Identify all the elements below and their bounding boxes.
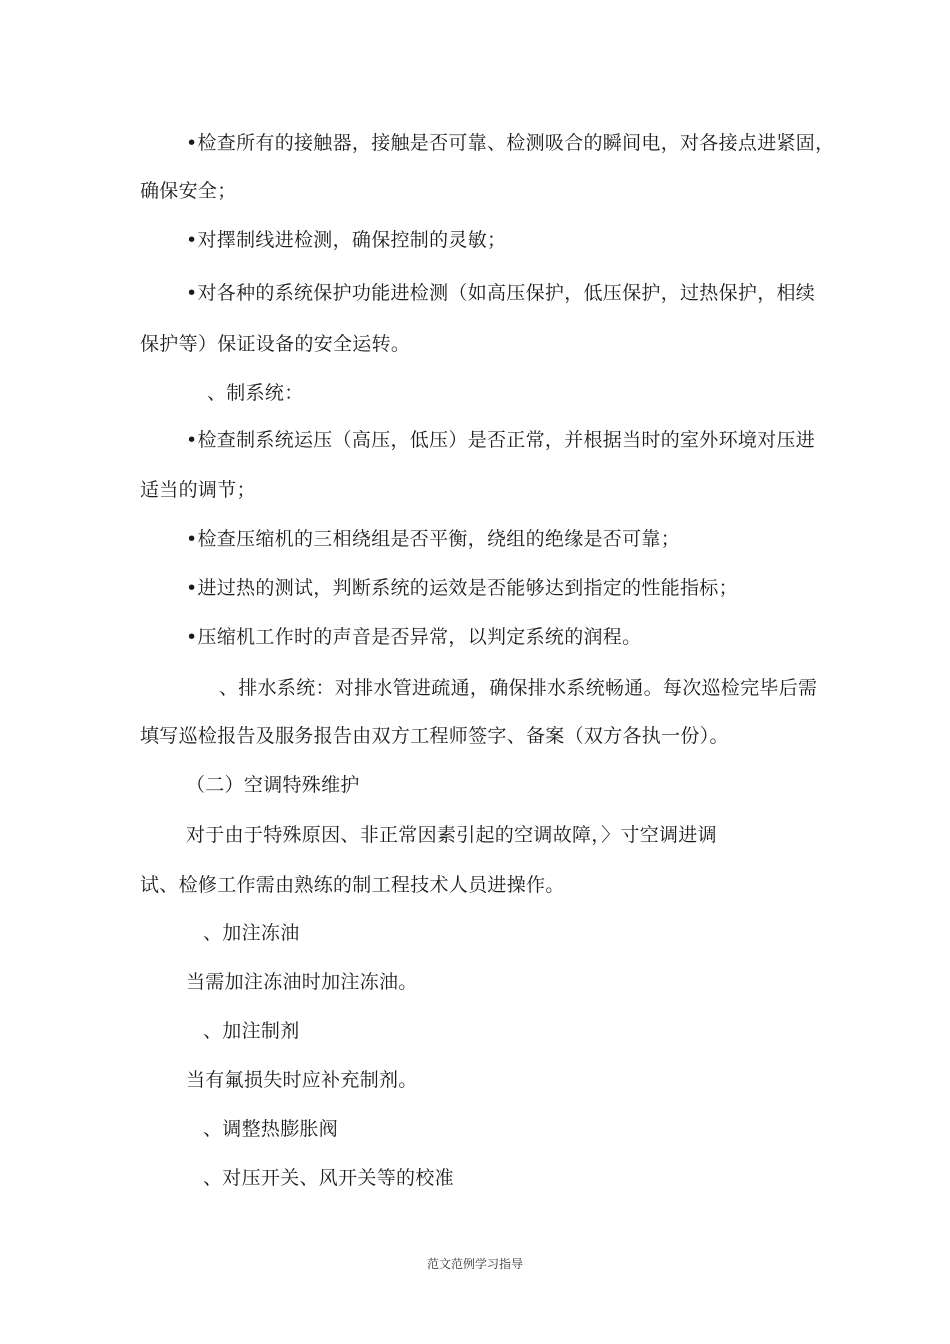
text-line-9: •检查压缩机的三相绕组是否平衡，绕组的绝缘是否可靠； (186, 528, 681, 550)
text-line-18: 当需加注冻油时加注冻油。 (186, 971, 418, 993)
text-line-12: 、排水系统：对排水管进疏通，确保排水系统畅通。每次巡检完毕后需 (219, 677, 818, 699)
text-line-22: 、对压开关、风开关等的校准 (203, 1167, 454, 1189)
text-line-11: •压缩机工作时的声音是否异常，以判定系统的润程。 (186, 626, 642, 648)
text-line-20: 当有氟损失时应补充制剂。 (186, 1069, 418, 1091)
text-line-15: 对于由于特殊原因、非正常因素引起的空调故障，〉寸空调进调 (186, 824, 717, 846)
text-line-5: 保护等）保证设备的安全运转。 (140, 333, 411, 355)
text-line-2: 确保安全； (140, 180, 237, 202)
text-line-13: 填写巡检报告及服务报告由双方工程师签字、备案（双方各执一份）。 (140, 725, 729, 747)
text-line-1: •检查所有的接触器，接触是否可靠、检测吸合的瞬间电，对各接点进紧固， (186, 132, 835, 154)
text-line-10: •进过热的测试，判断系统的运效是否能够达到指定的性能指标； (186, 577, 738, 599)
text-line-16: 试、检修工作需由熟练的制工程技术人员进操作。 (140, 874, 565, 896)
text-line-4: •对各种的系统保护功能进检测（如高压保护，低压保护，过热保护，相续 (186, 282, 816, 304)
text-line-7: •检查制系统运压（高压，低压）是否正常，并根据当时的室外环境对压进 (186, 429, 816, 451)
text-line-19: 、加注制剂 (203, 1020, 300, 1042)
text-line-21: 、调整热膨胀阀 (203, 1118, 339, 1140)
page-footer: 范文范例学习指导 (426, 1257, 523, 1271)
text-line-3: •对擇制线进检测，确保控制的灵敏； (186, 229, 507, 251)
section-heading: （二）空调特殊维护 (186, 774, 360, 796)
text-line-17: 、加注冻油 (203, 922, 300, 944)
text-line-6: 、制系统： (207, 382, 304, 404)
text-line-8: 适当的调节； (140, 479, 256, 501)
